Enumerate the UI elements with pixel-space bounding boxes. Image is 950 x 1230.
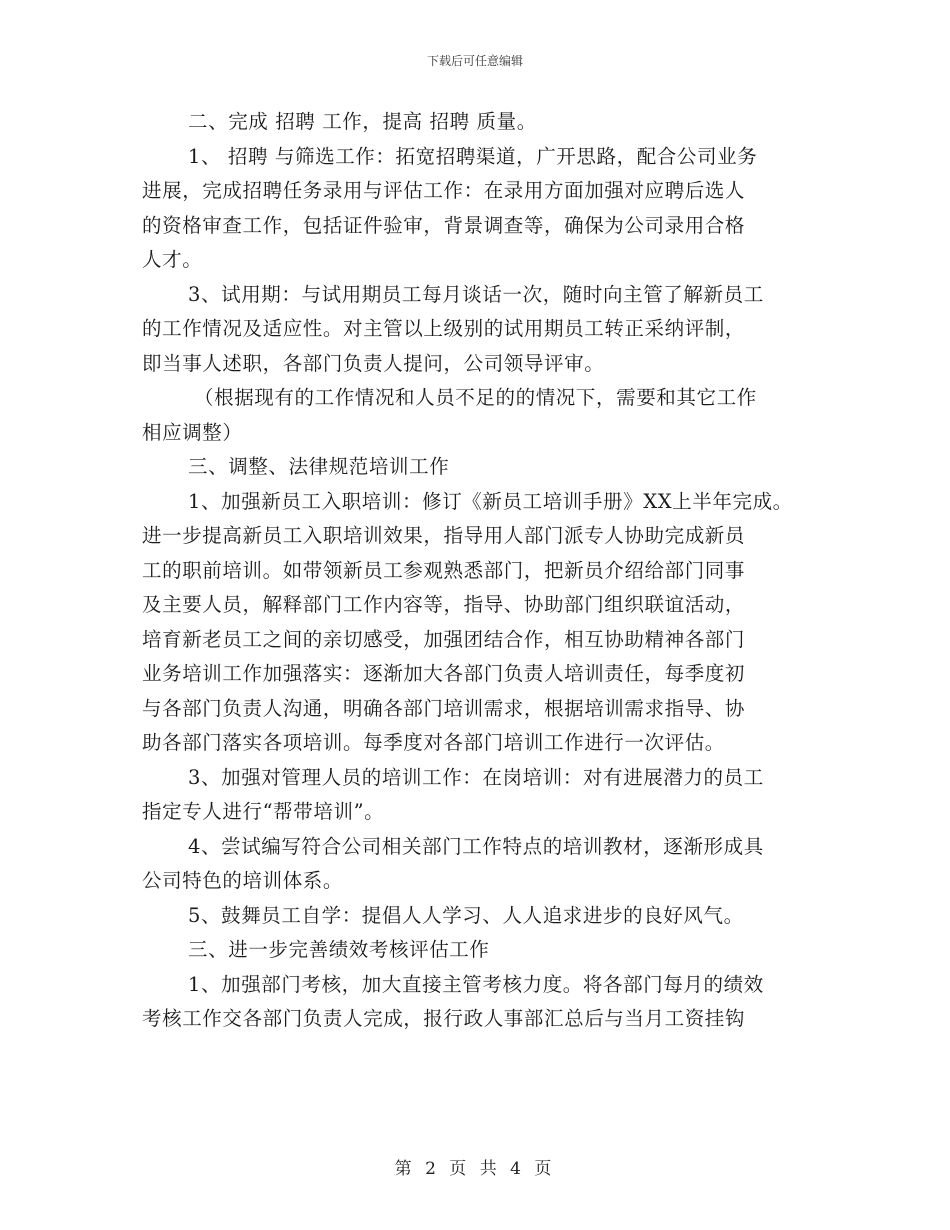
- body-line: 即当事人述职，各部门负责人提问，公司领导评审。: [142, 351, 605, 375]
- body-line: 3、加强对管理人员的培训工作：在岗培训：对有进展潜力的员工: [188, 765, 764, 789]
- body-line: 考核工作交各部门负责人完成，报行政人事部汇总后与当月工资挂钩: [142, 1007, 746, 1030]
- document-body: [142, 105, 832, 1037]
- page-footer: 第 2 页 共 4 页: [394, 1159, 556, 1179]
- body-line: 业务培训工作加强落实：逐渐加大各部门负责人培训责任，每季度初: [142, 662, 746, 685]
- body-line: 5、鼓舞员工自学：提倡人人学习、人人追求进步的良好风气。: [188, 903, 744, 927]
- body-line: 的工作情况及适应性。对主管以上级别的试用期员工转正采纳评制，: [142, 317, 746, 340]
- body-line: 及主要人员，解释部门工作内容等，指导、协助部门组织联谊活动，: [142, 593, 746, 616]
- body-line: 进展，完成招聘任务录用与评估工作：在录用方面加强对应聘后选人: [142, 179, 746, 202]
- body-line: 4、尝试编写符合公司相关部门工作特点的培训教材，逐渐形成具: [188, 834, 764, 858]
- body-line: 1、 招聘 与筛选工作：拓宽招聘渠道，广开思路，配合公司业务: [188, 144, 758, 168]
- body-line: 1、加强部门考核，加大直接主管考核力度。将各部门每月的绩效: [188, 972, 764, 996]
- body-line: 与各部门负责人沟通，明确各部门培训需求，根据培训需求指导、协: [142, 696, 746, 720]
- body-line: 助各部门落实各项培训。每季度对各部门培训工作进行一次评估。: [142, 731, 725, 754]
- body-line: 相应调整）: [142, 420, 243, 444]
- body-line: 3、试用期：与试用期员工每月谈话一次，随时向主管了解新员工: [188, 282, 764, 306]
- body-line: （根据现有的工作情况和人员不足的的情况下，需要和其它工作: [194, 386, 757, 409]
- body-line: 三、进一步完善绩效考核评估工作: [188, 938, 490, 961]
- body-line: 1、加强新员工入职培训：修订《新员工培训手册》XX上半年完成。: [188, 489, 793, 513]
- body-line: 公司特色的培训体系。: [142, 869, 344, 892]
- body-line: 三、调整、法律规范培训工作: [188, 455, 450, 478]
- page-header: 下载后可任意编辑: [426, 54, 523, 68]
- body-line: 培育新老员工之间的亲切感受，加强团结合作，相互协助精神各部门: [142, 627, 746, 651]
- body-line: 进一步提高新员工入职培训效果，指导用人部门派专人协助完成新员: [142, 524, 746, 547]
- body-line: 人才。: [142, 248, 203, 271]
- body-line: 二、完成 招聘 工作，提高 招聘 质量。: [188, 110, 537, 133]
- body-line: 的资格审查工作，包括证件验审，背景调查等，确保为公司录用合格: [142, 213, 746, 237]
- body-line: 指定专人进行“帮带培训”。: [142, 800, 385, 823]
- body-line: 工的职前培训。如带领新员工参观熟悉部门，把新员介绍给部门同事: [142, 558, 746, 582]
